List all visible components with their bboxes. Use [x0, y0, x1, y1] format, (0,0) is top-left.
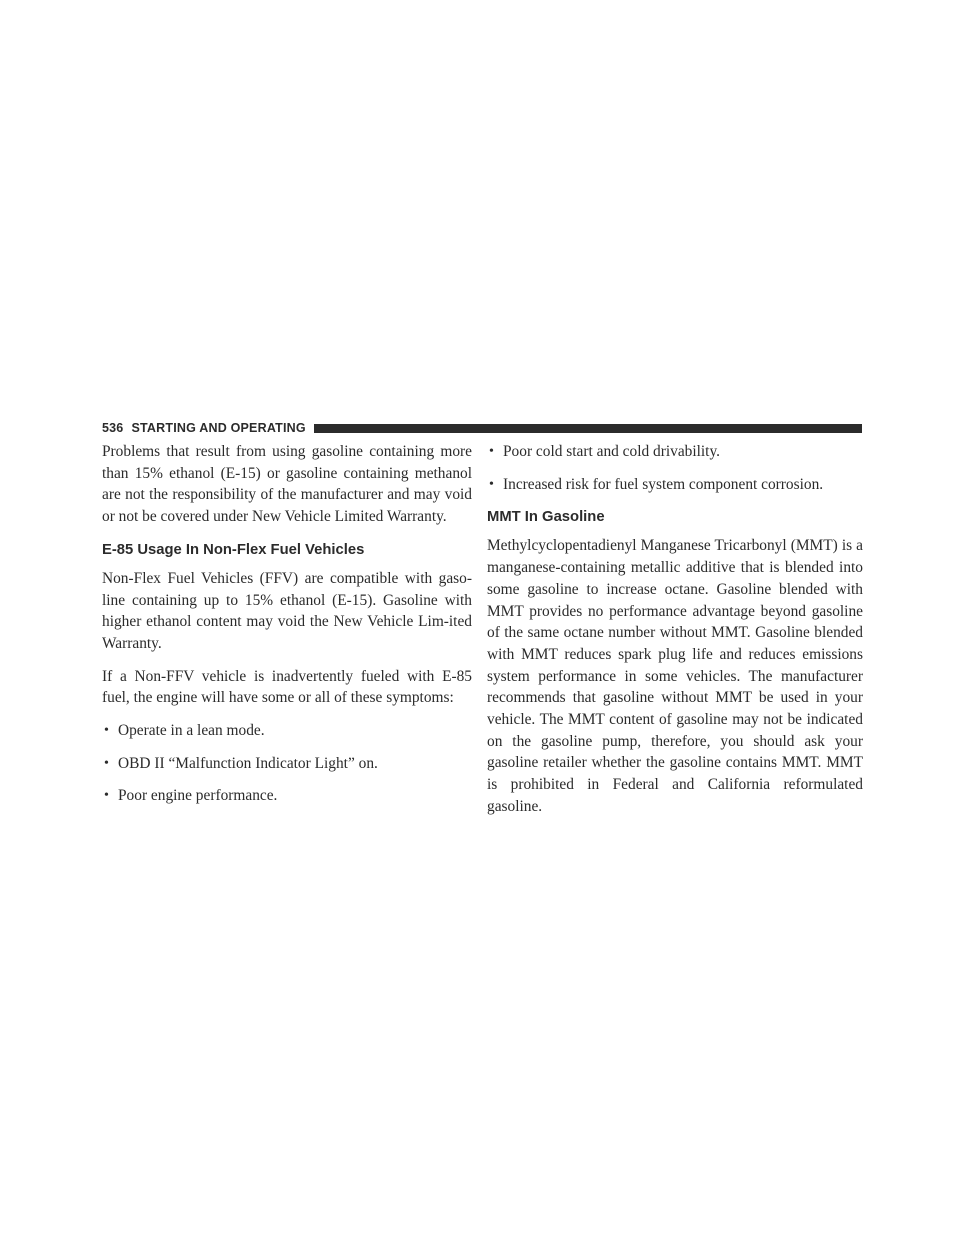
mmt-paragraph: Methylcyclopentadienyl Manganese Tricarbonyl (MMT) is a manganese-containing metallic additive that is blended into some gasoline to increase octane. Gasoline blended with MMT provides no performance advantage beyond gasoline of the same octane number without MMT. Gasoline blended with MMT reduces spark plug life and reduces emissions system performance in some vehicles. The manufacturer recommends that gasoline without MMT be used in your vehicle. The MMT content of gasoline may not be indicated on the gasoline pump, therefore, you should ask your gasoline retailer whether the gasoline contains MMT. MMT is prohibited in Federal and California reformulated gasoline. — [487, 537, 863, 815]
symptom-list — [102, 720, 472, 807]
intro-paragraph: Problems that result from using gasoline containing more than 15% ethanol (E-15) or gasoline containing methanol are not the responsibility of the manufacturer and may void or not be covered under New Vehicle Limited Warranty. — [102, 443, 472, 526]
bullet-icon: • — [489, 444, 494, 459]
bullet-icon: • — [489, 476, 494, 492]
symptom-list-continued — [487, 441, 863, 495]
page-number: 536 — [102, 421, 124, 435]
list-item: • Operate in a lean mode. — [102, 720, 472, 742]
left-column — [102, 441, 472, 807]
right-column — [487, 441, 863, 818]
ffv-compat-paragraph: Non-Flex Fuel Vehicles (FFV) are compatible with gaso-line containing up to 15% ethanol (E-15). Gasoline with higher ethanol content may void the New Vehicle Lim-ited Warranty. — [102, 569, 472, 652]
list-item: • OBD II “Malfunction Indicator Light” on. — [102, 753, 472, 775]
e85-heading: E-85 Usage In Non-Flex Fuel Vehicles — [102, 541, 365, 558]
list-item: • Poor cold start and cold drivability. — [487, 441, 863, 463]
page-header — [102, 418, 862, 438]
list-item: • Increased risk for fuel system component corrosion. — [487, 474, 863, 496]
header-rule — [314, 424, 862, 433]
bullet-icon: • — [104, 723, 109, 739]
bullet-icon: • — [104, 755, 109, 771]
list-item: • Poor engine performance. — [102, 785, 472, 807]
symptoms-paragraph: If a Non-FFV vehicle is inadvertently fueled with E-85 fuel, the engine will have some or all of these symptoms: — [102, 667, 472, 707]
bullet-icon: • — [104, 788, 109, 804]
section-title: STARTING AND OPERATING — [131, 421, 306, 435]
mmt-heading: MMT In Gasoline — [487, 509, 605, 526]
